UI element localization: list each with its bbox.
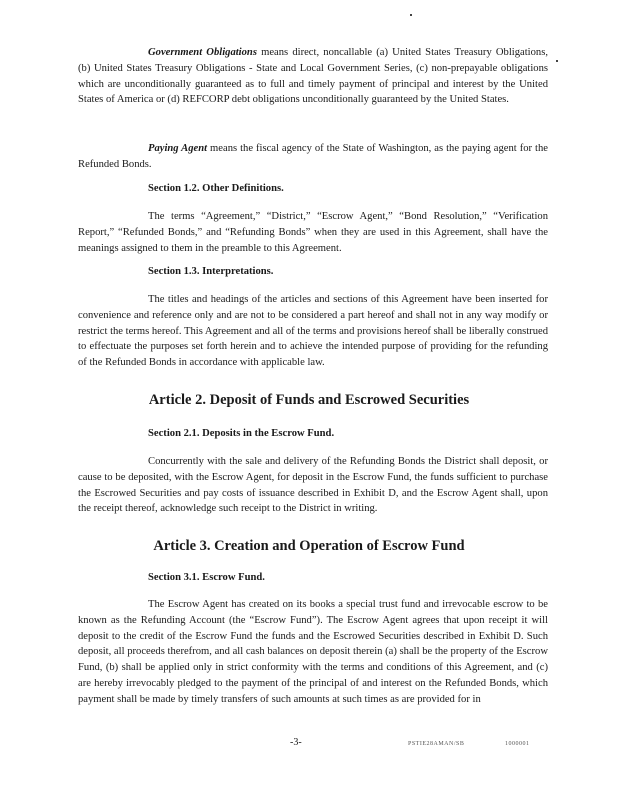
section-heading: Section 1.2. Other Definitions. [148,183,284,194]
definition-text: means direct, noncallable (a) United States Treasury Obligations, (b) United States Treasury Obligations - State and Local Government Series, (c) non-prepayable obligations which are unconditionally guaranteed as to full and timely payment of principal and interest by the United States of America or (d) REFCORP debt obligations unconditionally guaranteed by the United States. [78,47,548,106]
section-paragraph: The Escrow Agent has created on its books a special trust fund and irrevocable escrow to be known as the Refunding Account (the “Escrow Fund”). The Escrow Agent agrees that upon receipt it will deposit to the credit of the Escrow Fund the funds and the Escrowed Securities described in Exhibit D. Such deposit, all proceeds therefrom, and all cash balances on deposit therein (a) shall be the property of the Escrow Fund, (b) shall be applied only in strict conformity with the terms and conditions of this Agreement, and (c) are hereby irrevocably pledged to the payment of the principal of and interest on the Refunded Bonds, which payment shall be made by timely transfers of such amounts at such times as are provided for in [78,599,548,705]
page-number: -3- [290,737,302,748]
defined-term: Government Obligations [148,47,257,58]
scan-speck [556,60,558,62]
section-heading: Section 3.1. Escrow Fund. [148,572,265,583]
section-heading: Section 1.3. Interpretations. [148,266,274,277]
definition-text: means the fiscal agency of the State of Washington, as the paying agent for the Refunded Bonds. [78,143,548,170]
section-paragraph: Concurrently with the sale and delivery of the Refunding Bonds the District shall deposit, or cause to be deposited, with the Escrow Agent, for deposit in the Escrow Fund, the funds sufficient to purchase the Escrowed Securities and pay costs of issuance described in Exhibit D, and the Escrow Agent shall, upon the receipt thereof, acknowledge such receipt to the District in writing. [78,456,548,515]
definition-government-obligations [78,45,548,108]
section-paragraph: The terms “Agreement,” “District,” “Escrow Agent,” “Bond Resolution,” “Verification Report,” “Refunded Bonds,” and “Refunding Bonds” when they are used in this Agreement, shall have the meanings assigned to them in the preamble to this Agreement. [78,211,548,254]
article-heading: Article 2. Deposit of Funds and Escrowed Securities [148,392,470,408]
document-code: PSTIE28AMAN/SB [408,741,465,747]
article-heading: Article 3. Creation and Operation of Escrow Fund [153,538,465,554]
section-heading: Section 2.1. Deposits in the Escrow Fund. [148,428,335,439]
defined-term: Paying Agent [148,143,208,154]
definition-paying-agent [78,141,548,173]
scan-speck [410,14,412,16]
section-paragraph: The titles and headings of the articles and sections of this Agreement have been inserted for convenience and reference only and are not to be considered a part hereof and shall not in any way modify or restrict the terms hereof. This Agreement and all of the terms and provisions hereof shall be liberally construed to effectuate the purposes set forth herein and to achieve the intended purpose of providing for the refunding of the Refunded Bonds in accordance with applicable law. [78,294,548,369]
document-code-secondary: 1000001 [505,741,530,747]
